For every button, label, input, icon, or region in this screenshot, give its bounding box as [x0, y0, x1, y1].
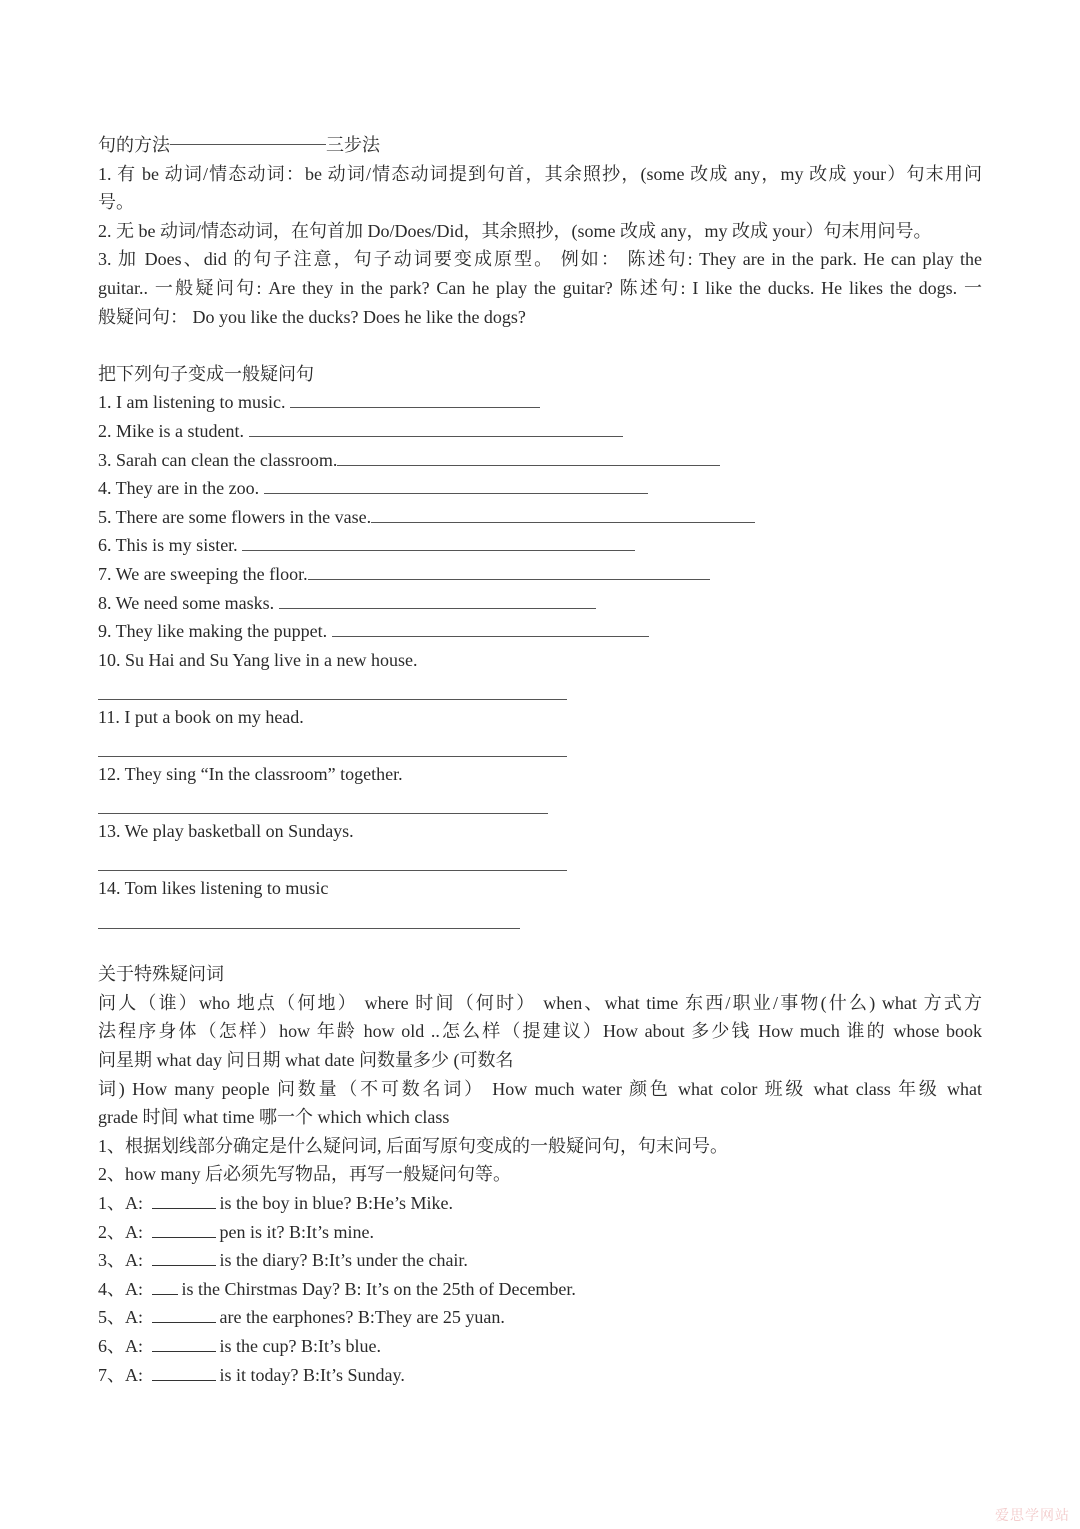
exercise-item: 9. They like making the puppet.: [98, 617, 982, 646]
answer-blank[interactable]: [152, 1335, 216, 1352]
answer-blank[interactable]: [152, 1192, 216, 1209]
answer-blank[interactable]: [264, 475, 648, 494]
rule-1-line-2: 号。: [98, 192, 134, 213]
answer-blank[interactable]: [371, 504, 755, 523]
exercise-item: 8. We need some masks.: [98, 589, 982, 618]
answer-line[interactable]: [98, 789, 982, 818]
exercise-item: 11. I put a book on my head.: [98, 706, 304, 727]
rule-3-line-1: 3. 加 Does、did 的句子注意，句子动词要变成原型。 例如： 陈述句: They are in the park. He can play the: [98, 249, 982, 270]
answer-blank[interactable]: [152, 1278, 178, 1295]
question-item: 4、A: is the Chirstmas Day? B: It’s on the 25th of December.: [98, 1278, 576, 1299]
question-item: 5、A: are the earphones? B:They are 25 yuan.: [98, 1307, 505, 1328]
question-item: 2、A: pen is it? B:It’s mine.: [98, 1221, 374, 1242]
question-item: 3、A: is the diary? B:It’s under the chair.: [98, 1250, 468, 1271]
question-words-line: 问星期 what day 问日期 what date 问数量多少 (可数名: [98, 1050, 514, 1070]
site-watermark: 爱思学网站: [995, 1508, 1070, 1524]
question-item: 7、A: is it today? B:It’s Sunday.: [98, 1364, 405, 1385]
answer-line[interactable]: [98, 731, 982, 760]
exercise-item: 3. Sarah can clean the classroom.: [98, 446, 982, 475]
exercise-item: 6. This is my sister.: [98, 531, 982, 560]
exercise-item: 1. I am listening to music.: [98, 388, 982, 417]
worksheet-page: [98, 131, 982, 1389]
question-words-line: 问人（谁）who 地点（何地） where 时间（何时） when、what time 东西/职业/事物(什么) what 方式方: [98, 992, 982, 1013]
answer-blank[interactable]: [279, 590, 596, 609]
method-heading: [98, 131, 982, 160]
instruction-line: 2、how many 后必须先写物品，再写一般疑问句等。: [98, 1164, 511, 1185]
heading-left: 句的方法: [98, 135, 170, 155]
exercise-1-title: 把下列句子变成一般疑问句: [98, 363, 314, 384]
question-words-title: 关于特殊疑问词: [98, 964, 224, 985]
rule-2: 2. 无 be 动词/情态动词，在句首加 Do/Does/Did，其余照抄，(some 改成 any，my 改成 your）句末用问号。: [98, 220, 932, 241]
exercise-item: 2. Mike is a student.: [98, 417, 982, 446]
answer-blank[interactable]: [242, 532, 635, 551]
question-item: 6、A: is the cup? B:It’s blue.: [98, 1335, 381, 1356]
exercise-item: 13. We play basketball on Sundays.: [98, 821, 354, 842]
answer-line[interactable]: [98, 903, 982, 932]
heading-dash-divider: [170, 144, 326, 145]
exercise-item: 7. We are sweeping the floor.: [98, 560, 982, 589]
answer-blank[interactable]: [152, 1249, 216, 1266]
question-words-line: 法程序身体（怎样）how 年龄 how old ..怎么样（提建议）How about 多少钱 How much 谁的 whose book: [98, 1021, 982, 1042]
exercise-item: 12. They sing “In the classroom” together.: [98, 764, 403, 785]
answer-blank[interactable]: [152, 1364, 216, 1381]
answer-blank[interactable]: [332, 618, 649, 637]
exercise-item: 14. Tom likes listening to music: [98, 878, 329, 899]
rule-3-line-2: guitar.. 一般疑问句: Are they in the park? Can he play the guitar? 陈述句: I like the ducks. He likes the dogs. 一: [98, 277, 982, 298]
exercise-item: 4. They are in the zoo.: [98, 474, 982, 503]
exercise-item: 5. There are some flowers in the vase.: [98, 503, 982, 532]
rule-1-line-1: 1. 有 be 动词/情态动词：be 动词/情态动词提到句首，其余照抄，(some 改成 any，my 改成 your）句末用问: [98, 163, 982, 184]
rule-3-line-3: 般疑问句： Do you like the ducks? Does he like the dogs?: [98, 306, 526, 327]
answer-blank[interactable]: [249, 418, 623, 437]
exercise-item: 10. Su Hai and Su Yang live in a new house.: [98, 649, 418, 670]
question-words-line: 词) How many people 问数量（不可数名词） How much water 颜色 what color 班级 what class 年级 what: [98, 1078, 982, 1099]
instruction-line: 1、根据划线部分确定是什么疑问词, 后面写原句变成的一般疑问句，句末问号。: [98, 1135, 728, 1156]
question-item: 1、A: is the boy in blue? B:He’s Mike.: [98, 1192, 453, 1213]
answer-blank[interactable]: [308, 561, 710, 580]
answer-line[interactable]: [98, 674, 982, 703]
answer-blank[interactable]: [152, 1221, 216, 1238]
answer-blank[interactable]: [290, 389, 540, 408]
answer-blank[interactable]: [152, 1306, 216, 1323]
answer-blank[interactable]: [337, 447, 720, 466]
answer-line[interactable]: [98, 846, 982, 875]
question-words-line: grade 时间 what time 哪一个 which which class: [98, 1107, 450, 1128]
heading-right: 三步法: [326, 135, 380, 155]
